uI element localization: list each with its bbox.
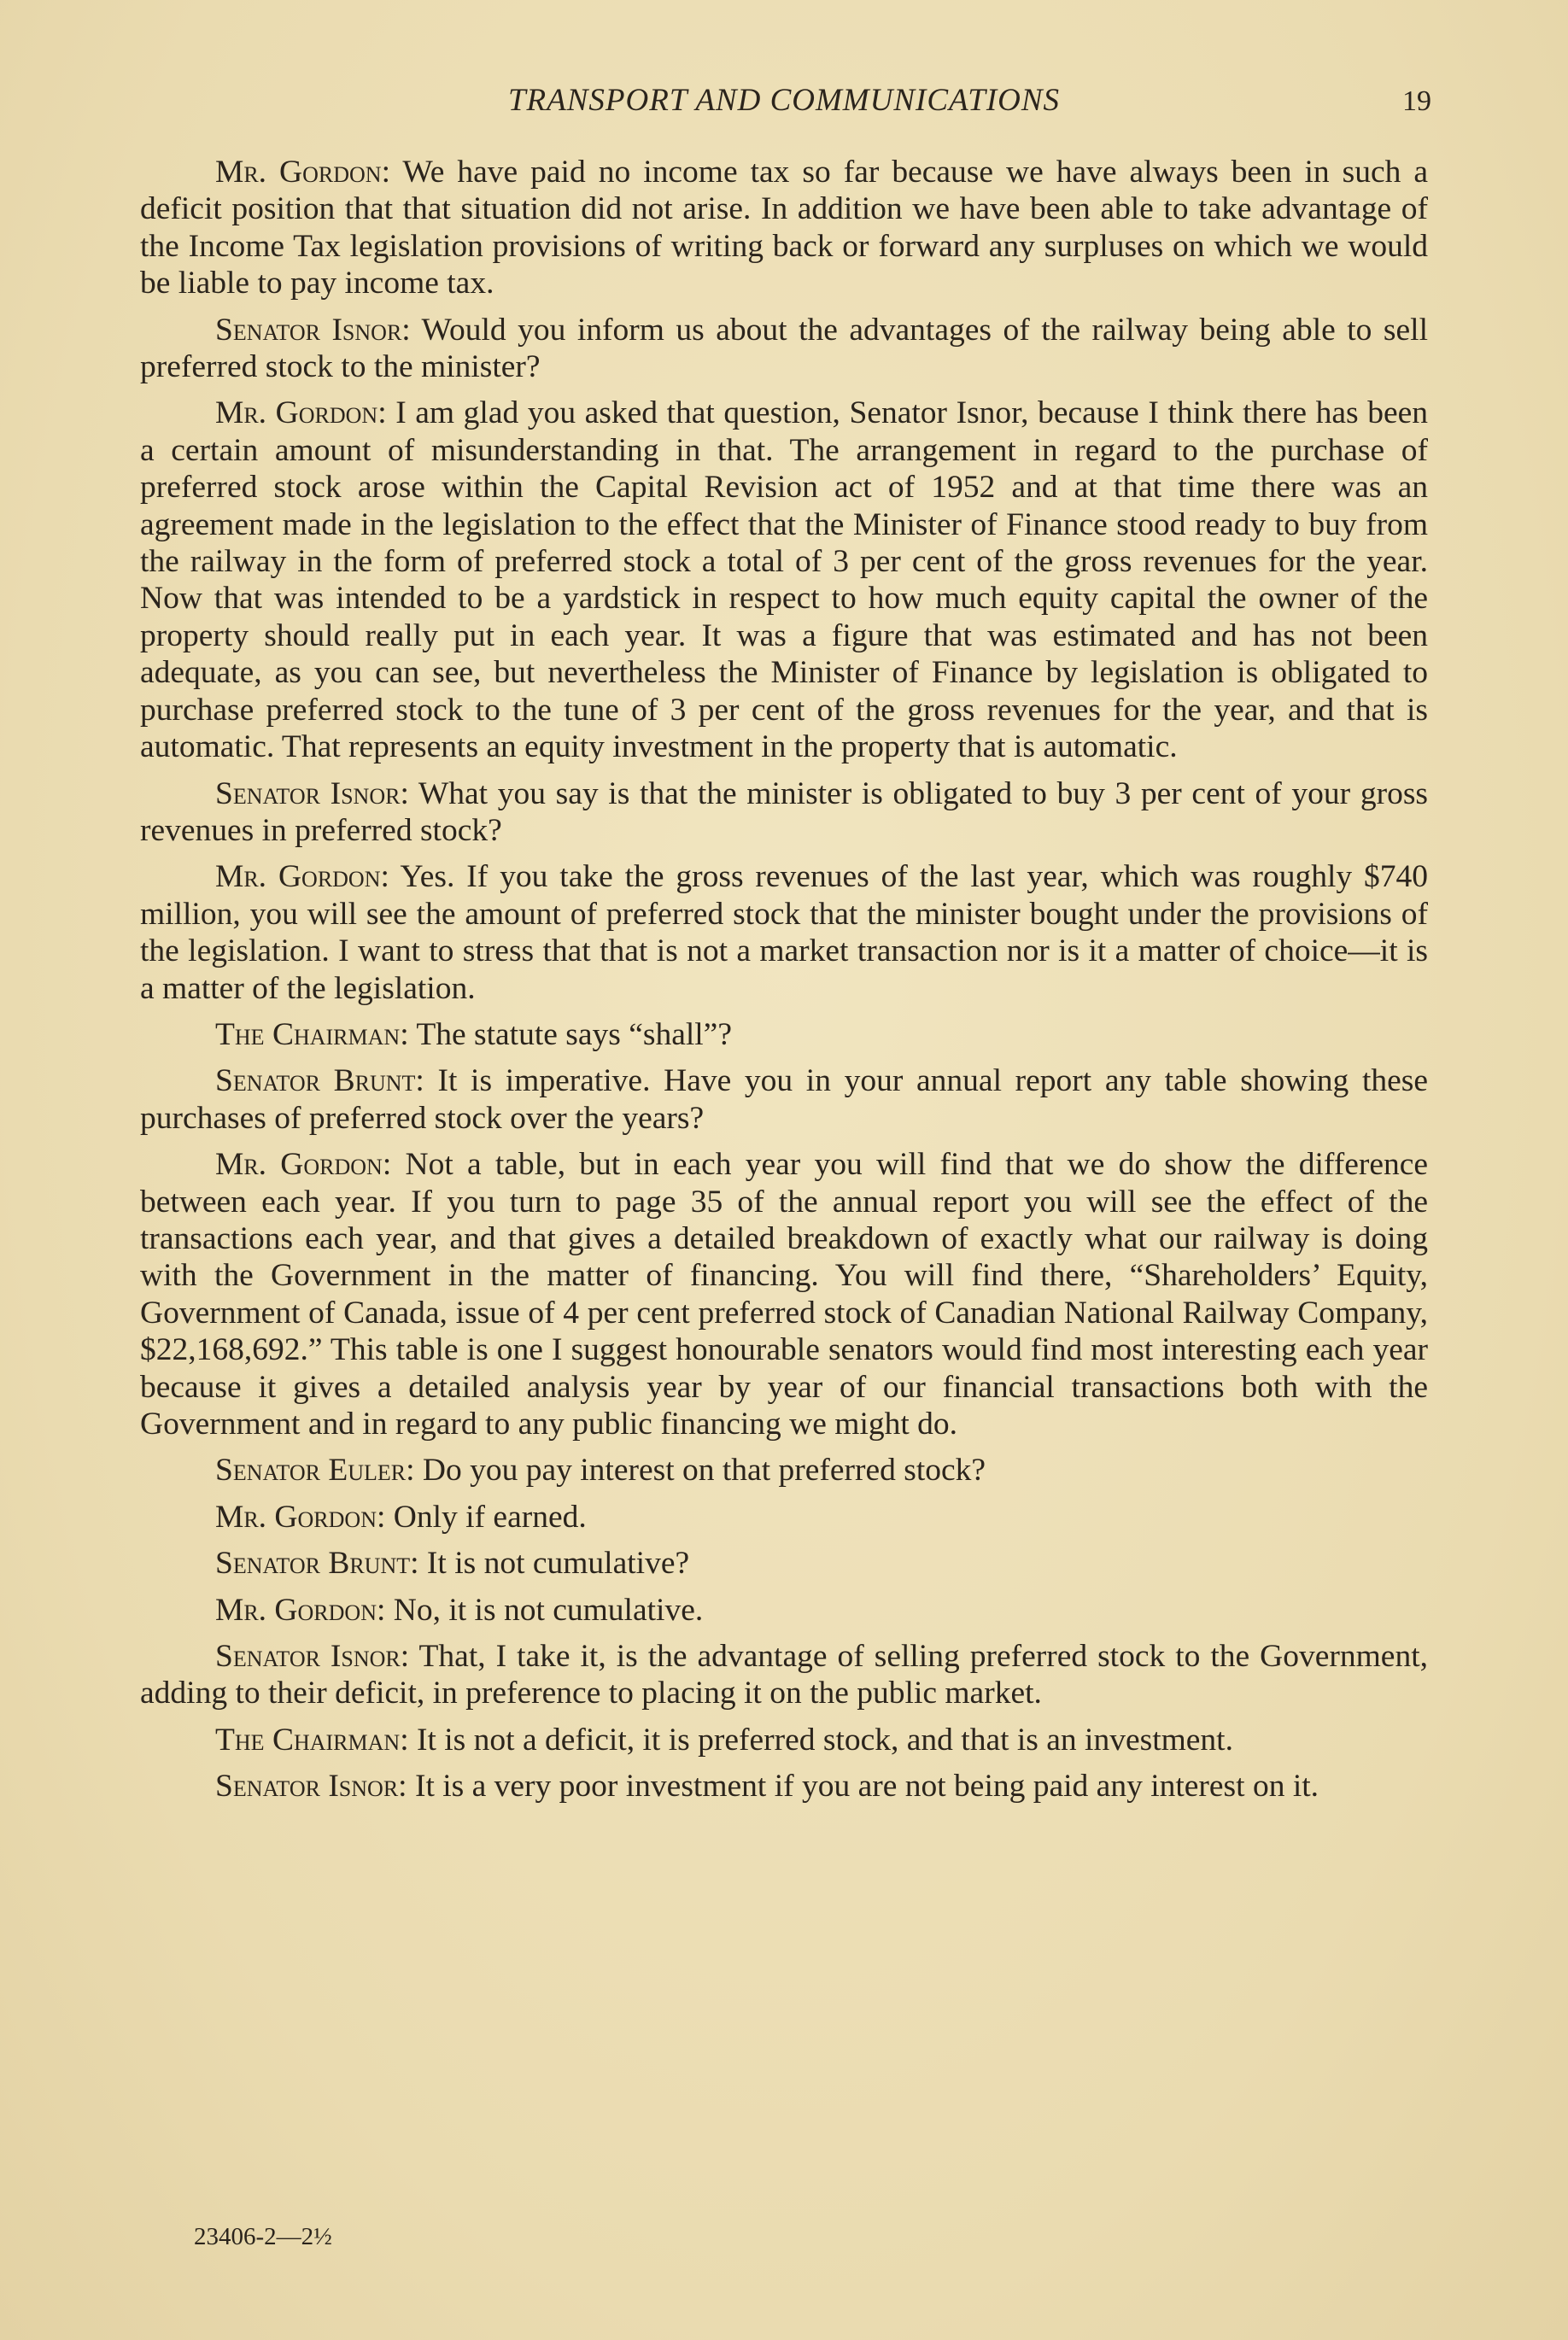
transcript-paragraph: Senator Brunt: It is not cumulative? [215,1546,690,1582]
speaker-name: The Chairman [215,1016,401,1052]
speaker-name: Mr. Gordon [215,1147,383,1183]
transcript-paragraph: Mr. Gordon: Yes. If you take the gross revenues of the last year, which was roughly $740 million, you will see the amount of preferred stock that the minister bought under the provisions of the legislation. I want to stress that that is not a market transaction nor is it a matter of choice—it is a matter of the legislation. [140,859,1429,1006]
speaker-name: Senator Isnor [215,312,402,348]
speech-text: I am glad you asked that question, Senator Isnor, because I think there has been a certain amount of misunderstanding in that. The arrangement in regard to the purchase of preferred stock arose within the Capital Revision act of 1952 and at that time there was an agreement made in the legislation to the effect that the Minister of Finance stood ready to buy from the railway in the form of preferred stock a total of 3 per cent of the gross revenues for the year. Now that was intended to be a yardstick in respect to how much equity capital the owner of the property should really put in each year. It was a figure that was estimated and has not been adequate, as you can see, but nevertheless the Minister of Finance by legislation is obligated to purchase preferred stock to the tune of 3 per cent of the gross revenues for the year, and that is automatic. That represents an equity investment in the property that is automatic. [140,395,1429,765]
speech-text: We have paid no income tax so far because we have always been in such a deficit position that that situation did not arise. In addition we have been able to take advantage of the Income Tax legislation provisions of writing back or forward any surpluses on which we would be liable to pay income tax. [140,155,1428,301]
transcript-paragraph: Senator Brunt: It is imperative. Have you in your annual report any table showing these purchases of preferred stock over the years? [140,1063,1429,1136]
transcript-paragraph: Mr. Gordon: Only if earned. [215,1499,587,1535]
speaker-name: The Chairman [215,1722,401,1758]
speaker-name: Mr. Gordon [215,155,382,190]
transcript-paragraph: Mr. Gordon: We have paid no income tax so far because we have always been in such a deficit position that that situation did not arise. In addition we have been able to take advantage of the Income Tax legislation provisions of writing back or forward any surpluses on which we would be liable to pay income tax. [140,155,1428,301]
speech-text: Do you pay interest on that preferred stock? [422,1453,986,1489]
transcript-paragraph: Mr. Gordon: No, it is not cumulative. [215,1592,704,1628]
speech-text: Only if earned. [393,1499,587,1535]
speaker-name: Mr. Gordon [215,395,378,431]
speech-text: That, I take it, is the advantage of selling preferred stock to the Government, adding to their deficit, in preference to placing it on the public market. [140,1639,1429,1711]
speech-text: Yes. If you take the gross revenues of the last year, which was roughly $740 million, you will see the amount of preferred stock that the minister bought under the provisions of the legislation. I want to stress that that is not a market transaction nor is it a matter of choice—it is a matter of the legislation. [140,859,1429,1006]
transcript-paragraph: The Chairman: It is not a deficit, it is preferred stock, and that is an investment. [215,1722,1233,1758]
running-head: TRANSPORT AND COMMUNICATIONS [507,83,1061,118]
speaker-name: Senator Brunt [215,1063,416,1099]
speaker-name: Senator Isnor [215,775,401,811]
speaker-name: Senator Isnor [215,1639,401,1675]
page-header [0,82,1568,125]
transcript-body [140,154,1428,1815]
transcript-paragraph: Senator Isnor: It is a very poor investment if you are not being paid any interest on it. [215,1769,1319,1805]
speaker-name: Mr. Gordon [215,1499,377,1535]
speech-text: It is imperative. Have you in your annual report any table showing these purchases of preferred stock over the years? [140,1063,1429,1136]
transcript-paragraph: Mr. Gordon: Not a table, but in each year you will find that we do show the difference between each year. If you turn to page 35 of the annual report you will see the effect of the transactions each year, and that gives a detailed breakdown of exactly what our railway is doing with the Government in the matter of financing. You will find there, “Shareholders’ Equity, Government of Canada, issue of 4 per cent preferred stock of Canadian National Railway Company, $22,168,692.” This table is one I suggest honourable senators would find most interesting each year because it gives a detailed analysis year by year of our financial transactions both with the Government and in regard to any public financing we might do. [140,1147,1429,1442]
speech-text: Not a table, but in each year you will find that we do show the difference between each year. If you turn to page 35 of the annual report you will see the effect of the transactions each year, and that gives a detailed breakdown of exactly what our railway is doing with the Government in the matter of financing. You will find there, “Shareholders’ Equity, Government of Canada, issue of 4 per cent preferred stock of Canadian National Railway Company, $22,168,692.” This table is one I suggest honourable senators would find most interesting each year because it gives a detailed analysis year by year of our financial transactions both with the Government and in regard to any public financing we might do. [140,1147,1429,1442]
transcript-paragraph: The Chairman: The statute says “shall”? [215,1016,732,1052]
printer-signature: 23406-2—2½ [194,2223,332,2250]
transcript-paragraph: Mr. Gordon: I am glad you asked that question, Senator Isnor, because I think there has been a certain amount of misunderstanding in that. The arrangement in regard to the purchase of preferred stock arose within the Capital Revision act of 1952 and at that time there was an agreement made in the legislation to the effect that the Minister of Finance stood ready to buy from the railway in the form of preferred stock a total of 3 per cent of the gross revenues for the year. Now that was intended to be a yardstick in respect to how much equity capital the owner of the property should really put in each year. It was a figure that was estimated and has not been adequate, as you can see, but nevertheless the Minister of Finance by legislation is obligated to purchase preferred stock to the tune of 3 per cent of the gross revenues for the year, and that is automatic. That represents an equity investment in the property that is automatic. [140,395,1429,765]
transcript-paragraph: Senator Isnor: What you say is that the minister is obligated to buy 3 per cent of your gross revenues in preferred stock? [140,775,1429,848]
speech-text: It is not cumulative? [426,1546,690,1582]
transcript-paragraph: Senator Euler: Do you pay interest on that preferred stock? [215,1453,986,1489]
page-number: 19 [1402,85,1431,117]
speaker-name: Mr. Gordon [215,1592,377,1628]
speech-text: No, it is not cumulative. [393,1592,704,1628]
speech-text: What you say is that the minister is obligated to buy 3 per cent of your gross revenues in preferred stock? [140,775,1429,848]
speaker-name: Mr. Gordon [215,859,381,895]
speech-text: It is not a deficit, it is preferred stock, and that is an investment. [416,1722,1233,1758]
speech-text: It is a very poor investment if you are not being paid any interest on it. [414,1769,1319,1805]
speech-text: Would you inform us about the advantages of the railway being able to sell preferred stock to the minister? [140,312,1429,385]
speech-text: The statute says “shall”? [416,1016,732,1052]
transcript-paragraph: Senator Isnor: That, I take it, is the advantage of selling preferred stock to the Government, adding to their deficit, in preference to placing it on the public market. [140,1639,1429,1711]
transcript-paragraph: Senator Isnor: Would you inform us about the advantages of the railway being able to sell preferred stock to the minister? [140,312,1429,385]
speaker-name: Senator Euler [215,1453,407,1489]
speaker-name: Senator Isnor [215,1769,399,1805]
speaker-name: Senator Brunt [215,1546,411,1582]
